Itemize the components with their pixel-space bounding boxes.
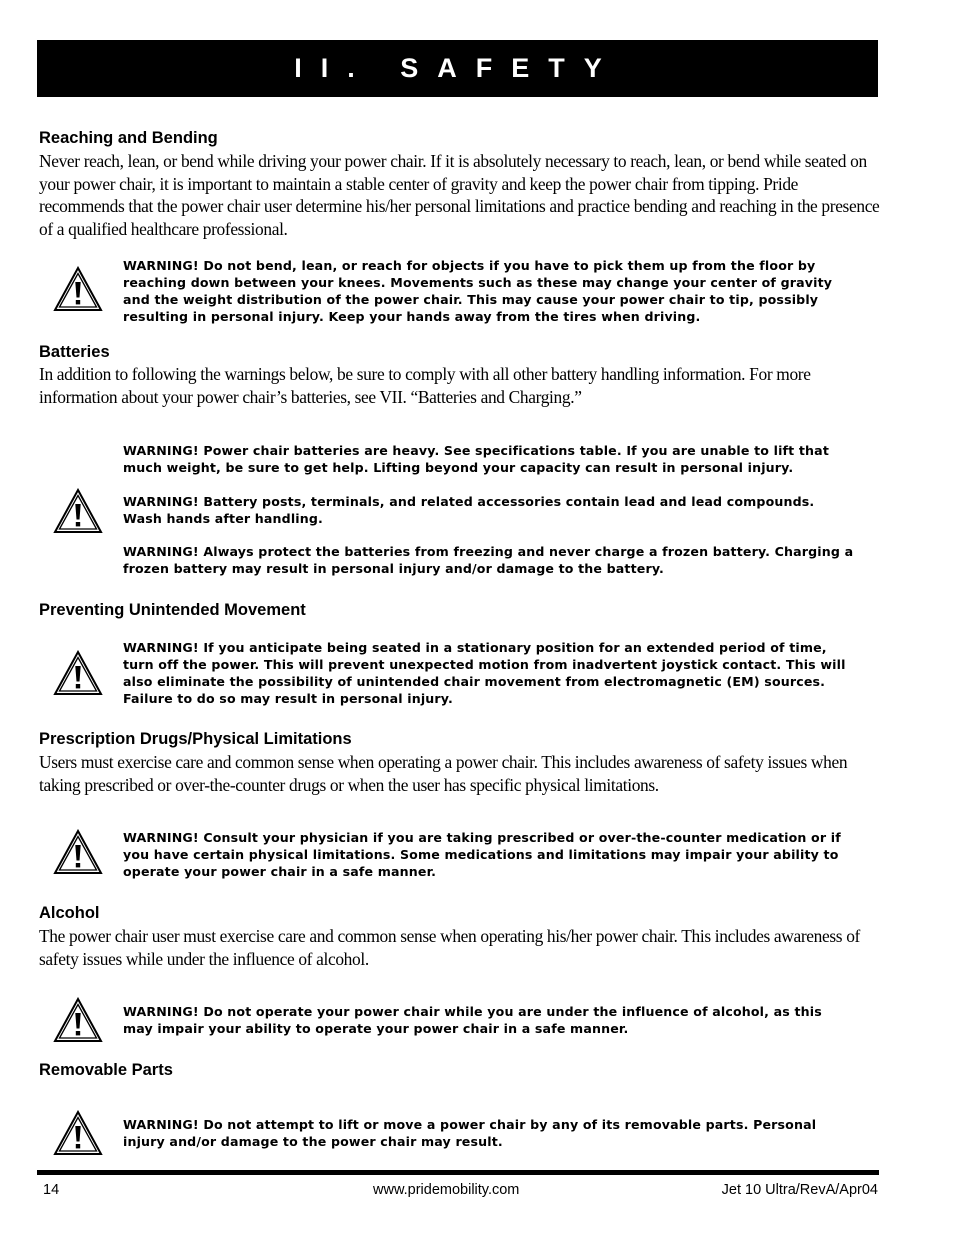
footer-website: www.pridemobility.com bbox=[373, 1182, 520, 1198]
page-number: 14 bbox=[43, 1182, 60, 1198]
warning-triangle-icon bbox=[53, 488, 103, 534]
warning-movement: WARNING! If you anticipate being seated in a stationary position for an extended period of time, turn off the power. This will prevent unexpected motion from inadvertent joystick contact. This will also eliminate the possibility of unintended chair movement from electromagnetic (EM) sources. Failure to do so may result in personal injury. bbox=[123, 640, 846, 706]
warning-reaching: WARNING! Do not bend, lean, or reach for objects if you have to pick them up from the floor by reaching down between your knees. Movements such as these may change your center of gravity and the weight distribution of the power chair. This may cause your power chair to tip, possibly resulting in personal injury. Keep your hands away from the tires when driving. bbox=[123, 258, 833, 324]
heading-preventing-unintended-movement: Preventing Unintended Movement bbox=[39, 601, 306, 619]
footer-rule bbox=[37, 1170, 879, 1175]
footer-document-id: Jet 10 Ultra/RevA/Apr04 bbox=[721, 1182, 878, 1198]
warning-triangle-icon bbox=[53, 997, 103, 1043]
heading-prescription-drugs: Prescription Drugs/Physical Limitations bbox=[39, 730, 352, 748]
heading-removable-parts: Removable Parts bbox=[39, 1061, 173, 1079]
heading-reaching-and-bending: Reaching and Bending bbox=[39, 129, 218, 147]
warning-batteries-freezing: WARNING! Always protect the batteries from freezing and never charge a frozen battery. Charging a frozen battery may result in personal injury and/or damage to the battery. bbox=[123, 544, 854, 576]
warning-triangle-icon bbox=[53, 829, 103, 875]
warning-removable-parts: WARNING! Do not attempt to lift or move a power chair by any of its removable parts. Personal injury and/or damage to the power chair may result. bbox=[123, 1117, 817, 1149]
paragraph-reaching-and-bending: Never reach, lean, or bend while driving your power chair. If it is absolutely necessary to reach, lean, or bend while seated on your power chair, it is important to maintain a stable center of gravity and keep the power chair from tipping. Pride recommends that the power chair user determine his/her personal limitations and practice bending and reaching in the presence of a qualified healthcare professional. bbox=[39, 151, 880, 239]
heading-batteries: Batteries bbox=[39, 343, 110, 361]
warning-triangle-icon bbox=[53, 650, 103, 696]
paragraph-batteries: In addition to following the warnings below, be sure to comply with all other battery handling information. For more information about your power chair’s batteries, see VII. “Batteries and Charging.” bbox=[39, 364, 811, 407]
warning-triangle-icon bbox=[53, 1110, 103, 1156]
paragraph-prescription-drugs: Users must exercise care and common sense when operating a power chair. This includes awareness of safety issues when taking prescribed or over-the-counter drugs or when the user has specific physical limitations. bbox=[39, 752, 848, 795]
warning-batteries-heavy: WARNING! Power chair batteries are heavy. See specifications table. If you are unable to lift that much weight, be sure to get help. Lifting beyond your capacity can result in personal injury. bbox=[123, 443, 829, 475]
warning-alcohol: WARNING! Do not operate your power chair while you are under the influence of alcohol, as this may impair your ability to operate your power chair in a safe manner. bbox=[123, 1004, 822, 1036]
warning-batteries-lead: WARNING! Battery posts, terminals, and related accessories contain lead and lead compounds. Wash hands after handling. bbox=[123, 494, 815, 526]
heading-alcohol: Alcohol bbox=[39, 904, 100, 922]
section-title: II. SAFETY bbox=[294, 53, 621, 83]
paragraph-alcohol: The power chair user must exercise care and common sense when operating his/her power chair. This includes awareness of safety issues while under the influence of alcohol. bbox=[39, 926, 860, 969]
warning-triangle-icon bbox=[53, 266, 103, 312]
section-header-bar bbox=[37, 40, 878, 97]
warning-prescription-drugs: WARNING! Consult your physician if you are taking prescribed or over-the-counter medication or if you have certain physical limitations. Some medications and limitations may impair your ability to operate your power chair in a safe manner. bbox=[123, 830, 841, 879]
